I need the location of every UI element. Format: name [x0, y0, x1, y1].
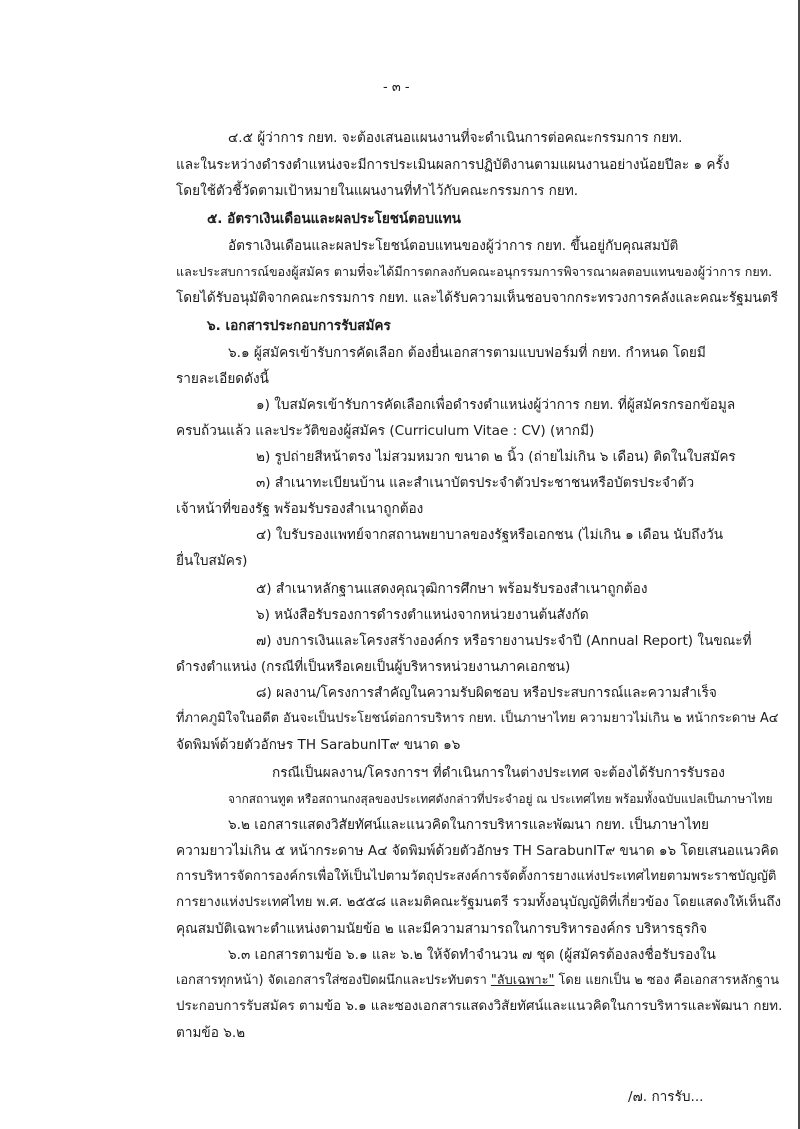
- item-1-line-1: ๑) ใบสมัครเข้ารับการคัดเลือกเพื่อดำรงตำแหน่งผู้ว่าการ กยท. ที่ผู้สมัครกรอกข้อมูล: [256, 397, 736, 413]
- para-6-2-line-2: ความยาวไม่เกิน ๕ หน้ากระดาษ A๔ จัดพิมพ์ด้วยตัวอักษร TH SarabunIT๙ ขนาด ๑๖ โดยเสนอแนวคิด: [176, 843, 779, 859]
- para-6-2-line-1: ๖.๒ เอกสารแสดงวิสัยทัศน์และแนวคิดในการบริหารและพัฒนา กยท. เป็นภาษาไทย: [228, 817, 709, 833]
- item-4-line-2: ยื่นใบสมัคร): [176, 553, 248, 569]
- confidential-mark: "ลับเฉพาะ": [490, 973, 555, 988]
- para-4-5-line-3: โดยใช้ตัวชี้วัดตามเป้าหมายในแผนงานที่ทำไว้กับคณะกรรมการ กยท.: [176, 183, 579, 199]
- next-page-continuation: /๗. การรับ...: [628, 1089, 704, 1105]
- para-4-5-line-1: ๔.๕ ผู้ว่าการ กยท. จะต้องเสนอแผนงานที่จะดำเนินการต่อคณะกรรมการ กยท.: [228, 130, 683, 146]
- item-8-line-1: ๘) ผลงาน/โครงการสำคัญในความรับผิดชอบ หรือประสบการณ์และความสำเร็จ: [256, 685, 717, 701]
- item-7-line-1: ๗) งบการเงินและโครงสร้างองค์กร หรือรายงานประจำปี (Annual Report) ในขณะที่: [256, 633, 752, 649]
- section-5-heading: ๕. อัตราเงินเดือนและผลประโยชน์ตอบแทน: [207, 211, 461, 227]
- page-number: - ๓ -: [383, 80, 410, 95]
- para-6-3-line-4: ตามข้อ ๖.๒: [176, 1025, 246, 1041]
- para-6-3-line-2-start: เอกสารทุกหน้า) จัดเอกสารใส่ซองปิดผนึกและประทับตรา: [176, 973, 491, 988]
- para-6-3-line-2: [176, 971, 779, 991]
- para-6-1-line-2: รายละเอียดดังนี้: [176, 371, 269, 387]
- para-6-3-line-2-end: โดย แยกเป็น ๒ ซอง คือเอกสารหลักฐาน: [554, 973, 780, 988]
- para-4-5-line-2: และในระหว่างดำรงตำแหน่งจะมีการประเมินผลการปฏิบัติงานตามแผนงานอย่างน้อยปีละ ๑ ครั้ง: [176, 157, 730, 173]
- item-8-line-2: ที่ภาคภูมิใจในอดีต อันจะเป็นประโยชน์ต่อการบริหาร กยท. เป็นภาษาไทย ความยาวไม่เกิน ๒ หน้ากระดาษ A๔: [176, 711, 779, 726]
- item-5: ๕) สำเนาหลักฐานแสดงคุณวุฒิการศึกษา พร้อมรับรองสำเนาถูกต้อง: [256, 581, 648, 597]
- section-5-line-2: และประสบการณ์ของผู้สมัคร ตามที่จะได้มีการตกลงกับคณะอนุกรรมการพิจารณาผลตอบแทนของผู้ว่าการ กยท.: [176, 264, 773, 279]
- para-6-2-line-3: การบริหารจัดการองค์กรเพื่อให้เป็นไปตามวัตถุประสงค์การจัดตั้งการยางแห่งประเทศไทยตามพระราชบัญญัติ: [176, 869, 777, 884]
- item-2: ๒) รูปถ่ายสีหน้าตรง ไม่สวมหมวก ขนาด ๒ นิ้ว (ถ่ายไม่เกิน ๖ เดือน) ติดในใบสมัคร: [256, 449, 736, 465]
- item-8-line-3: จัดพิมพ์ด้วยตัวอักษร TH SarabunIT๙ ขนาด ๑๖: [176, 737, 461, 753]
- para-6-2-line-5: คุณสมบัติเฉพาะตำแหน่งตามนัยข้อ ๒ และมีความสามารถในการบริหารองค์กร บริหารธุรกิจ: [176, 921, 708, 937]
- para-6-1-line-1: ๖.๑ ผู้สมัครเข้ารับการคัดเลือก ต้องยื่นเอกสารตามแบบฟอร์มที่ กยท. กำหนด โดยมี: [228, 345, 706, 361]
- item-7-line-2: ดำรงตำแหน่ง (กรณีที่เป็นหรือเคยเป็นผู้บริหารหน่วยงานภาคเอกชน): [176, 659, 571, 675]
- note-line-1: กรณีเป็นผลงาน/โครงการฯ ที่ดำเนินการในต่างประเทศ จะต้องได้รับการรับรอง: [272, 765, 725, 781]
- item-1-line-2: ครบถ้วนแล้ว และประวัติของผู้สมัคร (Curriculum Vitae : CV) (หากมี): [176, 423, 595, 439]
- section-5-line-1: อัตราเงินเดือนและผลประโยชน์ตอบแทนของผู้ว่าการ กยท. ขึ้นอยู่กับคุณสมบัติ: [228, 238, 679, 254]
- item-3-line-2: เจ้าหน้าที่ของรัฐ พร้อมรับรองสำเนาถูกต้อง: [176, 501, 424, 517]
- para-6-2-line-4: การยางแห่งประเทศไทย พ.ศ. ๒๕๕๘ และมติคณะรัฐมนตรี รวมทั้งอนุบัญญัติที่เกี่ยวข้อง โดยแสดงให้เห็นถึง: [176, 895, 781, 910]
- item-6: ๖) หนังสือรับรองการดำรงตำแหน่งจากหน่วยงานต้นสังกัด: [256, 607, 589, 623]
- para-6-3-line-1: ๖.๓ เอกสารตามข้อ ๖.๑ และ ๖.๒ ให้จัดทำจำนวน ๗ ชุด (ผู้สมัครต้องลงชื่อรับรองใน: [228, 947, 716, 963]
- item-4-line-1: ๔) ใบรับรองแพทย์จากสถานพยาบาลของรัฐหรือเอกชน (ไม่เกิน ๑ เดือน นับถึงวัน: [256, 527, 724, 543]
- section-6-heading: ๖. เอกสารประกอบการรับสมัคร: [207, 318, 391, 334]
- note-line-2: จากสถานทูต หรือสถานกงสุลของประเทศดังกล่าวที่ประจำอยู่ ณ ประเทศไทย พร้อมทั้งฉบับแปลเป็นภาษาไทย: [228, 792, 773, 806]
- para-6-3-line-3: ประกอบการรับสมัคร ตามข้อ ๖.๑ และซองเอกสารแสดงวิสัยทัศน์และแนวคิดในการบริหารและพัฒนา กยท.: [176, 999, 783, 1014]
- section-5-line-3: โดยได้รับอนุมัติจากคณะกรรมการ กยท. และได้รับความเห็นชอบจากกระทรวงการคลังและคณะรัฐมนตรี: [176, 290, 779, 306]
- item-3-line-1: ๓) สำเนาทะเบียนบ้าน และสำเนาบัตรประจำตัวประชาชนหรือบัตรประจำตัว: [256, 475, 695, 491]
